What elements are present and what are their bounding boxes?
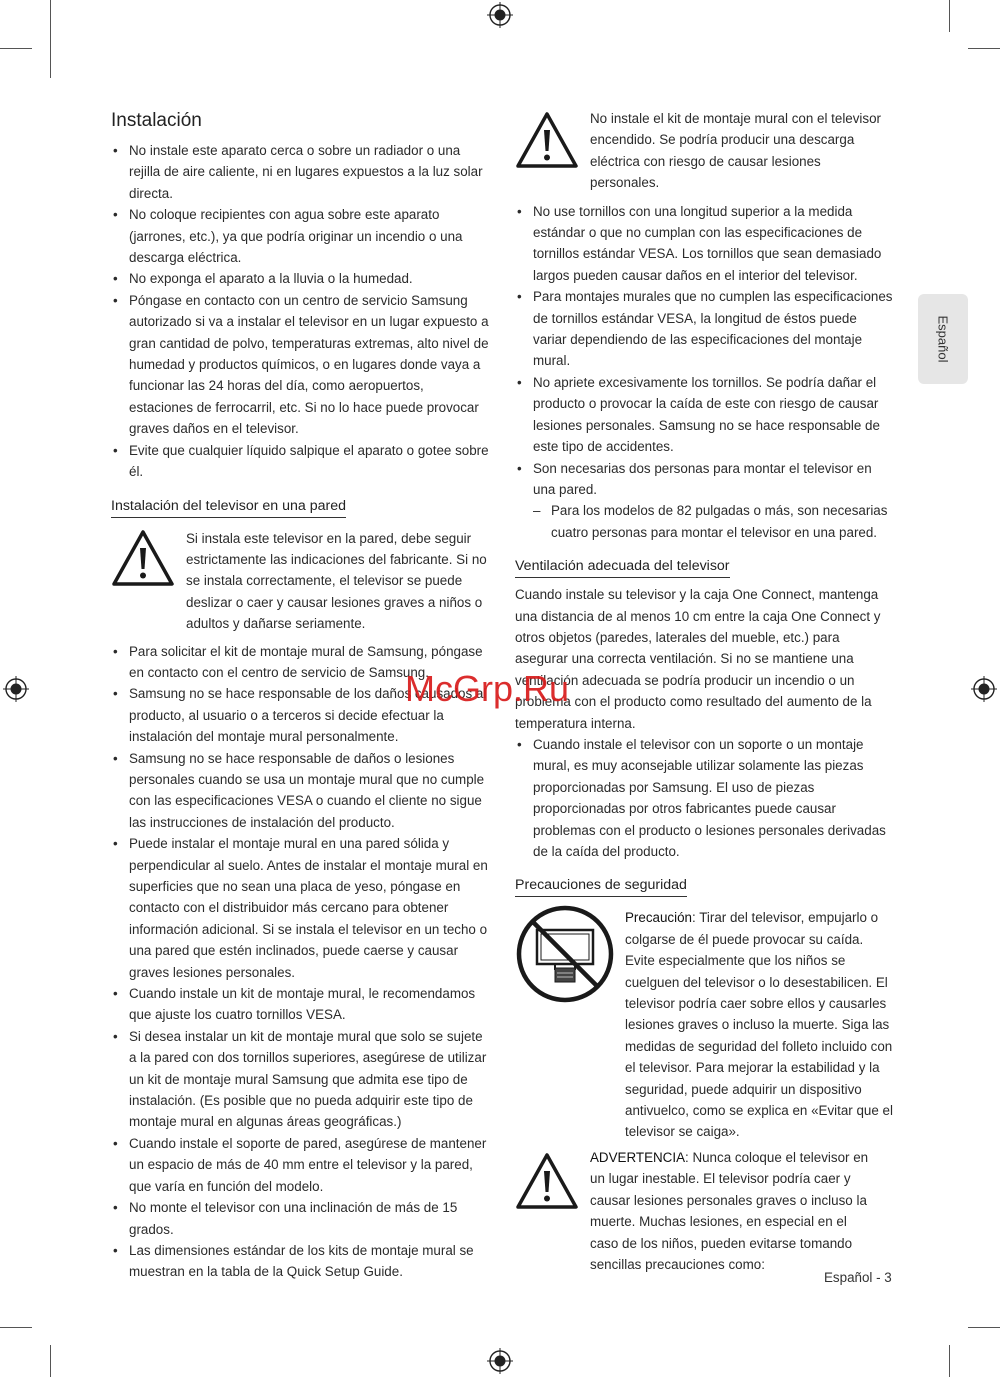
warning-triangle-icon bbox=[111, 528, 175, 588]
crop-mark bbox=[50, 1345, 51, 1377]
list-item: • Son necesarias dos personas para montar el televisor en una pared. bbox=[515, 458, 893, 501]
top-warning-block bbox=[515, 108, 893, 194]
no-climbing-tv-icon bbox=[515, 904, 615, 1004]
advert-body: : Nunca coloque el televisor en un lugar inestable. El televisor podría caer y causar lesiones personales graves o incluso la muerte. Muchas lesiones, en especial en el caso de los niños, pueden evitarse tomando sencillas precauciones como: bbox=[590, 1149, 869, 1272]
watermark: McGrp.Ru bbox=[405, 668, 570, 709]
wall-heading: Instalación del televisor en una pared bbox=[111, 496, 346, 518]
list-item: • Evite que cualquier líquido salpique el aparato o gotee sobre él. bbox=[111, 440, 489, 483]
crop-mark bbox=[949, 1345, 950, 1377]
crop-mark bbox=[949, 0, 950, 32]
list-item: • Samsung no se hace responsable de los daños causados al producto, al usuario o a terceros si decide efectuar la instalación del montaje mural personalmente. bbox=[111, 683, 489, 747]
crop-mark bbox=[50, 0, 51, 78]
list-item: • Si desea instalar un kit de montaje mural que solo se sujete a la pared con dos tornillos superiores, asegúrese de utilizar un kit de montaje mural Samsung que admita ese tipo de instalación. (Es posible que no pueda adquirir este tipo de montaje mural en algunas áreas geográficas.) bbox=[111, 1026, 489, 1133]
list-item: • Puede instalar el montaje mural en una pared sólida y perpendicular al suelo. Antes de instalar el montaje mural en superficies que no sean una placa de yeso, póngase en contacto con el distribuidor más cercano para obtener información adicional. Si se instala el televisor en un techo o una pared que estén inclinados, puede caerse y causar graves lesiones personales. bbox=[111, 833, 489, 983]
advert-text bbox=[590, 1147, 893, 1275]
list-item: • No coloque recipientes con agua sobre este aparato (jarrones, etc.), ya que podría originar un incendio o una descarga eléctrica. bbox=[111, 204, 489, 268]
safety-heading: Precauciones de seguridad bbox=[515, 875, 687, 897]
top-warning-text: No instale el kit de montaje mural con el televisor encendido. Se podría producir una descarga eléctrica con riesgo de causar lesiones personales. bbox=[590, 111, 882, 191]
caution-block bbox=[515, 907, 893, 1142]
list-item: • No instale este aparato cerca o sobre un radiador o una rejilla de aire caliente, ni en lugares expuestos a la luz solar directa. bbox=[111, 140, 489, 204]
language-side-tab bbox=[918, 294, 968, 384]
list-item: • Para montajes murales que no cumplen las especificaciones de tornillos estándar VESA, la longitud de éstos puede variar dependiendo de las especificaciones del montaje mural. bbox=[515, 286, 893, 372]
page-number: Español - 3 bbox=[824, 1270, 892, 1285]
list-item: • Cuando instale un kit de montaje mural, le recomendamos que ajuste los cuatro tornillos VESA. bbox=[111, 983, 489, 1026]
vent-paragraph: Cuando instale su televisor y la caja One Connect, mantenga una distancia de al menos 10 cm entre la caja One Connect y otros objetos (paredes, laterales del mueble, etc.) para asegurar una correcta ventilación. Si no se mantiene una ventilación adecuada se podría producir un incendio o un problema con el producto como resultado del aumento de la temperatura interna. bbox=[515, 587, 881, 731]
registration-mark-icon bbox=[487, 2, 513, 28]
warning-triangle-icon bbox=[515, 110, 579, 170]
list-item: • No exponga el aparato a la lluvia o la humedad. bbox=[111, 268, 489, 289]
list-item: • Para solicitar el kit de montaje mural de Samsung, póngase en contacto con el centro de servicio de Samsung. bbox=[111, 641, 489, 684]
section-title: Instalación bbox=[111, 110, 202, 131]
list-item: – Para los modelos de 82 pulgadas o más, son necesarias cuatro personas para montar el televisor en una pared. bbox=[515, 500, 893, 543]
registration-mark-icon bbox=[487, 1348, 513, 1374]
list-item: • No use tornillos con una longitud superior a la medida estándar o que no cumplan con las especificaciones de tornillos estándar VESA. Los tornillos que sean demasiado largos pueden causar daños en el interior del televisor. bbox=[515, 201, 893, 287]
crop-mark bbox=[968, 48, 1000, 49]
right-column bbox=[515, 108, 893, 1275]
list-item: • Samsung no se hace responsable de daños o lesiones personales cuando se usa un montaje mural que no cumple con las especificaciones VESA o cuando el cliente no sigue las instrucciones de instalación del producto. bbox=[111, 748, 489, 834]
wall-warning-block bbox=[111, 528, 489, 635]
screw-list bbox=[515, 201, 893, 501]
install-list bbox=[111, 140, 489, 483]
list-item: • Las dimensiones estándar de los kits de montaje mural se muestran en la tabla de la Quick Setup Guide. bbox=[111, 1240, 489, 1283]
list-item: • No monte el televisor con una inclinación de más de 15 grados. bbox=[111, 1197, 489, 1240]
advert-block bbox=[515, 1147, 893, 1275]
vent-list bbox=[515, 734, 893, 862]
caution-text bbox=[625, 907, 893, 1142]
wall-list bbox=[111, 641, 489, 1283]
registration-mark-icon bbox=[3, 676, 29, 702]
list-item: • Cuando instale el televisor con un soporte o un montaje mural, es muy aconsejable utilizar solamente las piezas proporcionadas por Samsung. El uso de piezas proporcionadas por otros fabricantes puede causar problemas con el producto o lesiones personales derivadas de la caída del producto. bbox=[515, 734, 893, 862]
advert-label: ADVERTENCIA bbox=[590, 1149, 685, 1165]
dash-list bbox=[515, 500, 893, 543]
registration-mark-icon bbox=[971, 676, 997, 702]
crop-mark bbox=[0, 48, 32, 49]
side-tab-label: Español bbox=[935, 315, 951, 363]
caution-body: : Tirar del televisor, empujarlo o colgarse de él puede provocar su caída. Evite especialmente que los niños se cuelguen del televisor o lo desestabilicen. El televisor podría caer sobre ellos y causarles lesiones graves o incluso la muerte. Siga las medidas de seguridad del folleto incluido con el televisor. Para mejorar la estabilidad y la seguridad, puede adquirir un dispositivo antivuelco, como se explica en «Evitar que el televisor se caiga». bbox=[625, 910, 893, 1140]
vent-heading: Ventilación adecuada del televisor bbox=[515, 556, 730, 578]
wall-warning-text: Si instala este televisor en la pared, debe seguir estrictamente las indicaciones del fabricante. Si no se instala correctamente, el televisor se puede deslizar o caer y causar lesiones graves a niños o adultos y dañarse seriamente. bbox=[186, 530, 487, 632]
crop-mark bbox=[0, 1327, 32, 1328]
crop-mark bbox=[968, 1327, 1000, 1328]
list-item: • No apriete excesivamente los tornillos. Se podría dañar el producto o provocar la caída de este con riesgo de causar lesiones personales. Samsung no se hace responsable de este tipo de accidentes. bbox=[515, 372, 893, 458]
warning-triangle-icon bbox=[515, 1151, 579, 1211]
list-item: • Póngase en contacto con un centro de servicio Samsung autorizado si va a instalar el televisor en un lugar expuesto a gran cantidad de polvo, temperaturas extremas, alto nivel de humedad y productos químicos, o en lugares donde vaya a funcionar las 24 horas del día, como aeropuertos, estaciones de ferrocarril, etc. Si no lo hace puede provocar graves daños en el televisor. bbox=[111, 290, 489, 440]
list-item: • Cuando instale el soporte de pared, asegúrese de mantener un espacio de más de 40 mm entre el televisor y la pared, que varía en función del modelo. bbox=[111, 1133, 489, 1197]
caution-label: Precaución bbox=[625, 910, 692, 926]
